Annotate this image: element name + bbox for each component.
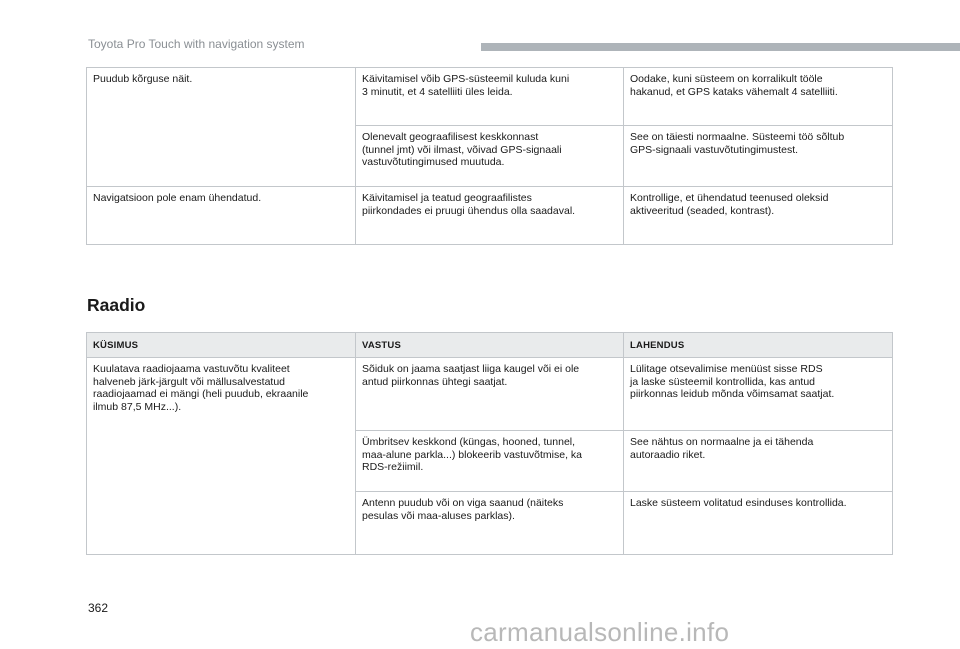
column-header-solution: LAHENDUS [624,333,893,358]
page-number: 362 [88,601,109,615]
column-header-question: KÜSIMUS [87,333,356,358]
section-title-radio: Raadio [87,295,146,315]
solution-cell: Kontrollige, et ühendatud teenused oleksid aktiveeritud (seaded, kontrast). [624,187,893,245]
solution-cell: Lülitage otsevalimise menüüst sisse RDS ja laske süsteemil kontrollida, kas antud piirkonnas leidub mõnda võimsamat saatjat. [624,358,893,431]
answer-cell: Antenn puudub või on viga saanud (näiteks pesulas või maa-aluses parklas). [356,492,624,555]
question-cell: Puudub kõrguse näit. [87,68,356,187]
answer-cell: Käivitamisel ja teatud geograafilistes piirkondades ei pruugi ühendus olla saadaval. [356,187,624,245]
table-row [87,187,893,245]
question-cell: Navigatsioon pole enam ühendatud. [87,187,356,245]
answer-cell: Käivitamisel võib GPS-süsteemil kuluda kuni 3 minutit, et 4 satelliiti üles leida. [356,68,624,126]
answer-cell: Olenevalt geograafilisest keskkonnast (tunnel jmt) või ilmast, võivad GPS-signaali vastuvõtutingimused muutuda. [356,126,624,187]
solution-cell: See on täiesti normaalne. Süsteemi töö sõltub GPS-signaali vastuvõtutingimustest. [624,126,893,187]
solution-cell: Laske süsteem volitatud esinduses kontrollida. [624,492,893,555]
radio-troubleshooting-table [86,332,893,555]
table-row [87,358,893,431]
header-decorative-bar [481,43,960,51]
question-cell: Kuulatava raadiojaama vastuvõtu kvaliteet halveneb järk-järgult või mällusalvestatud raadiojaamad ei mängi (heli puudub, ekraanile ilmub 87,5 MHz...). [87,358,356,555]
column-header-answer: VASTUS [356,333,624,358]
solution-cell: Oodake, kuni süsteem on korralikult tööle hakanud, et GPS kataks vähemalt 4 satelliiti. [624,68,893,126]
table-header-row [87,333,893,358]
watermark-link[interactable]: carmanualsonline.info [470,617,730,647]
answer-cell: Sõiduk on jaama saatjast liiga kaugel või ei ole antud piirkonnas ühtegi saatjat. [356,358,624,431]
navigation-troubleshooting-table [86,67,893,245]
table-row [87,68,893,126]
running-header: Toyota Pro Touch with navigation system [88,37,305,51]
solution-cell: See nähtus on normaalne ja ei tähenda autoraadio riket. [624,431,893,492]
answer-cell: Ümbritsev keskkond (küngas, hooned, tunnel, maa-alune parkla...) blokeerib vastuvõtmise, ka RDS-režiimil. [356,431,624,492]
